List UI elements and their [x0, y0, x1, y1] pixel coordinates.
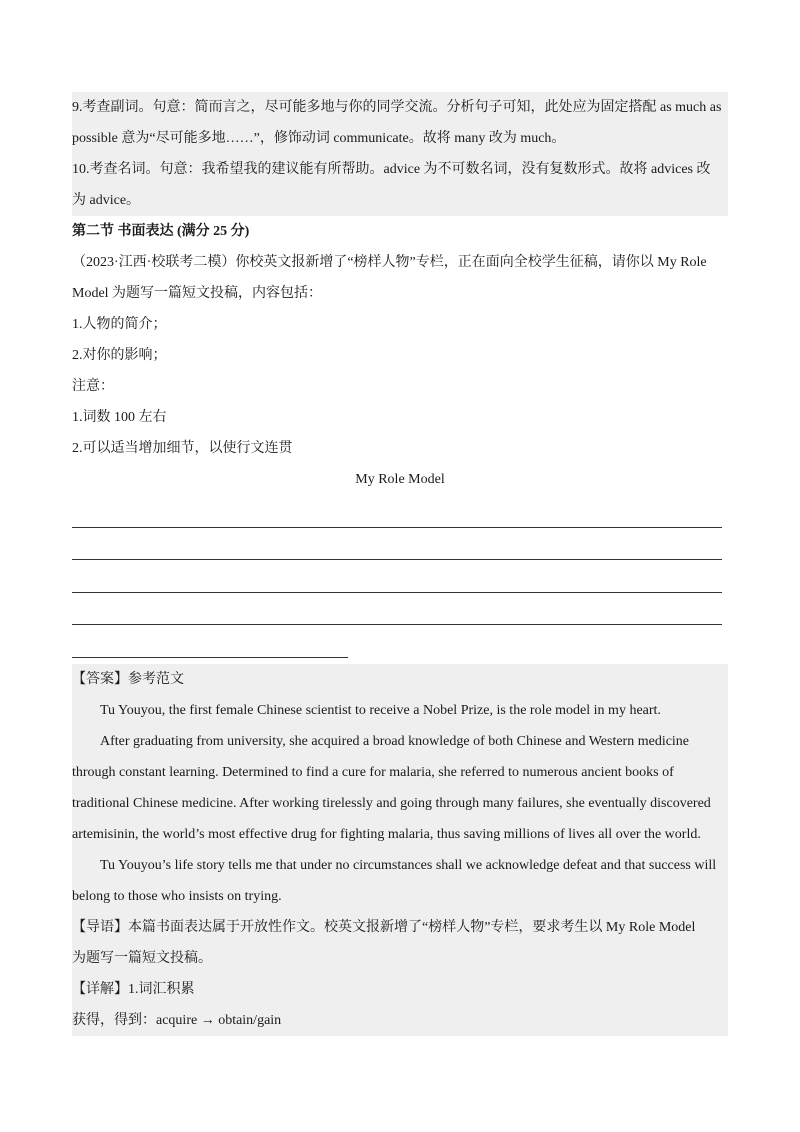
prompt-line: 2.对你的影响； [72, 348, 167, 363]
detail-line: 获得，得到：acquire → obtain/gain [72, 1012, 282, 1028]
explanation-line: 10.考查名词。句意：我希望我的建议能有所帮助。advice 为不可数名词，没有复数形式。故将 advices 改 [72, 162, 711, 177]
prompt-line: （2023·江西·校联考二模）你校英文报新增了“榜样人物”专栏，正在面向全校学生征稿，请你以 My Role [72, 255, 707, 270]
writing-line[interactable] [72, 592, 722, 593]
writing-prompt [72, 247, 728, 464]
explanation-line: possible 意为“尽可能多地……”，修饰动词 communicate。故将 many 改为 much。 [72, 131, 566, 146]
answer-line: through constant learning. Determined to find a cure for malaria, she referred to numerous ancient books of [72, 764, 674, 780]
section-title: 第二节 书面表达 (满分 25 分) [72, 224, 250, 239]
answer-line: Tu Youyou, the first female Chinese scientist to receive a Nobel Prize, is the role model in my heart. [100, 702, 661, 718]
writing-line[interactable] [72, 527, 722, 528]
writing-area[interactable] [72, 527, 728, 658]
prompt-line: 1.人物的简介； [72, 317, 167, 332]
explanation-line: 9.考查副词。句意：简而言之，尽可能多地与你的同学交流。分析句子可知，此处应为固定搭配 as much as [72, 100, 722, 115]
prompt-line: 2.可以适当增加细节，以使行文连贯 [72, 441, 293, 456]
answer-block [72, 664, 728, 1036]
writing-line[interactable] [72, 624, 722, 625]
detail-line: 【详解】1.词汇积累 [72, 981, 195, 997]
essay-title: My Role Model [355, 472, 445, 487]
answer-line: artemisinin, the world’s most effective drug for fighting malaria, thus saving millions of lives all over the world. [72, 826, 701, 842]
answer-line: belong to those who insists on trying. [72, 888, 282, 904]
writing-line[interactable] [72, 559, 722, 560]
explanation-line: 为 advice。 [72, 193, 141, 208]
prompt-line: 1.词数 100 左右 [72, 410, 167, 425]
guide-line: 为题写一篇短文投稿。 [72, 950, 212, 966]
prompt-line: Model 为题写一篇短文投稿，内容包括： [72, 286, 323, 301]
document-page [72, 92, 728, 1036]
answer-line: After graduating from university, she acquired a broad knowledge of both Chinese and Western medicine [100, 733, 690, 749]
explanation-block [72, 92, 728, 216]
guide-line: 【导语】本篇书面表达属于开放性作文。校英文报新增了“榜样人物”专栏，要求考生以 My Role Model [72, 919, 696, 935]
answer-header: 【答案】参考范文 [72, 671, 184, 687]
answer-line: Tu Youyou’s life story tells me that under no circumstances shall we acknowledge defeat and that success will [100, 857, 717, 873]
answer-line: traditional Chinese medicine. After working tirelessly and going through many failures, she eventually discovered [72, 795, 711, 811]
prompt-line: 注意： [72, 379, 114, 394]
